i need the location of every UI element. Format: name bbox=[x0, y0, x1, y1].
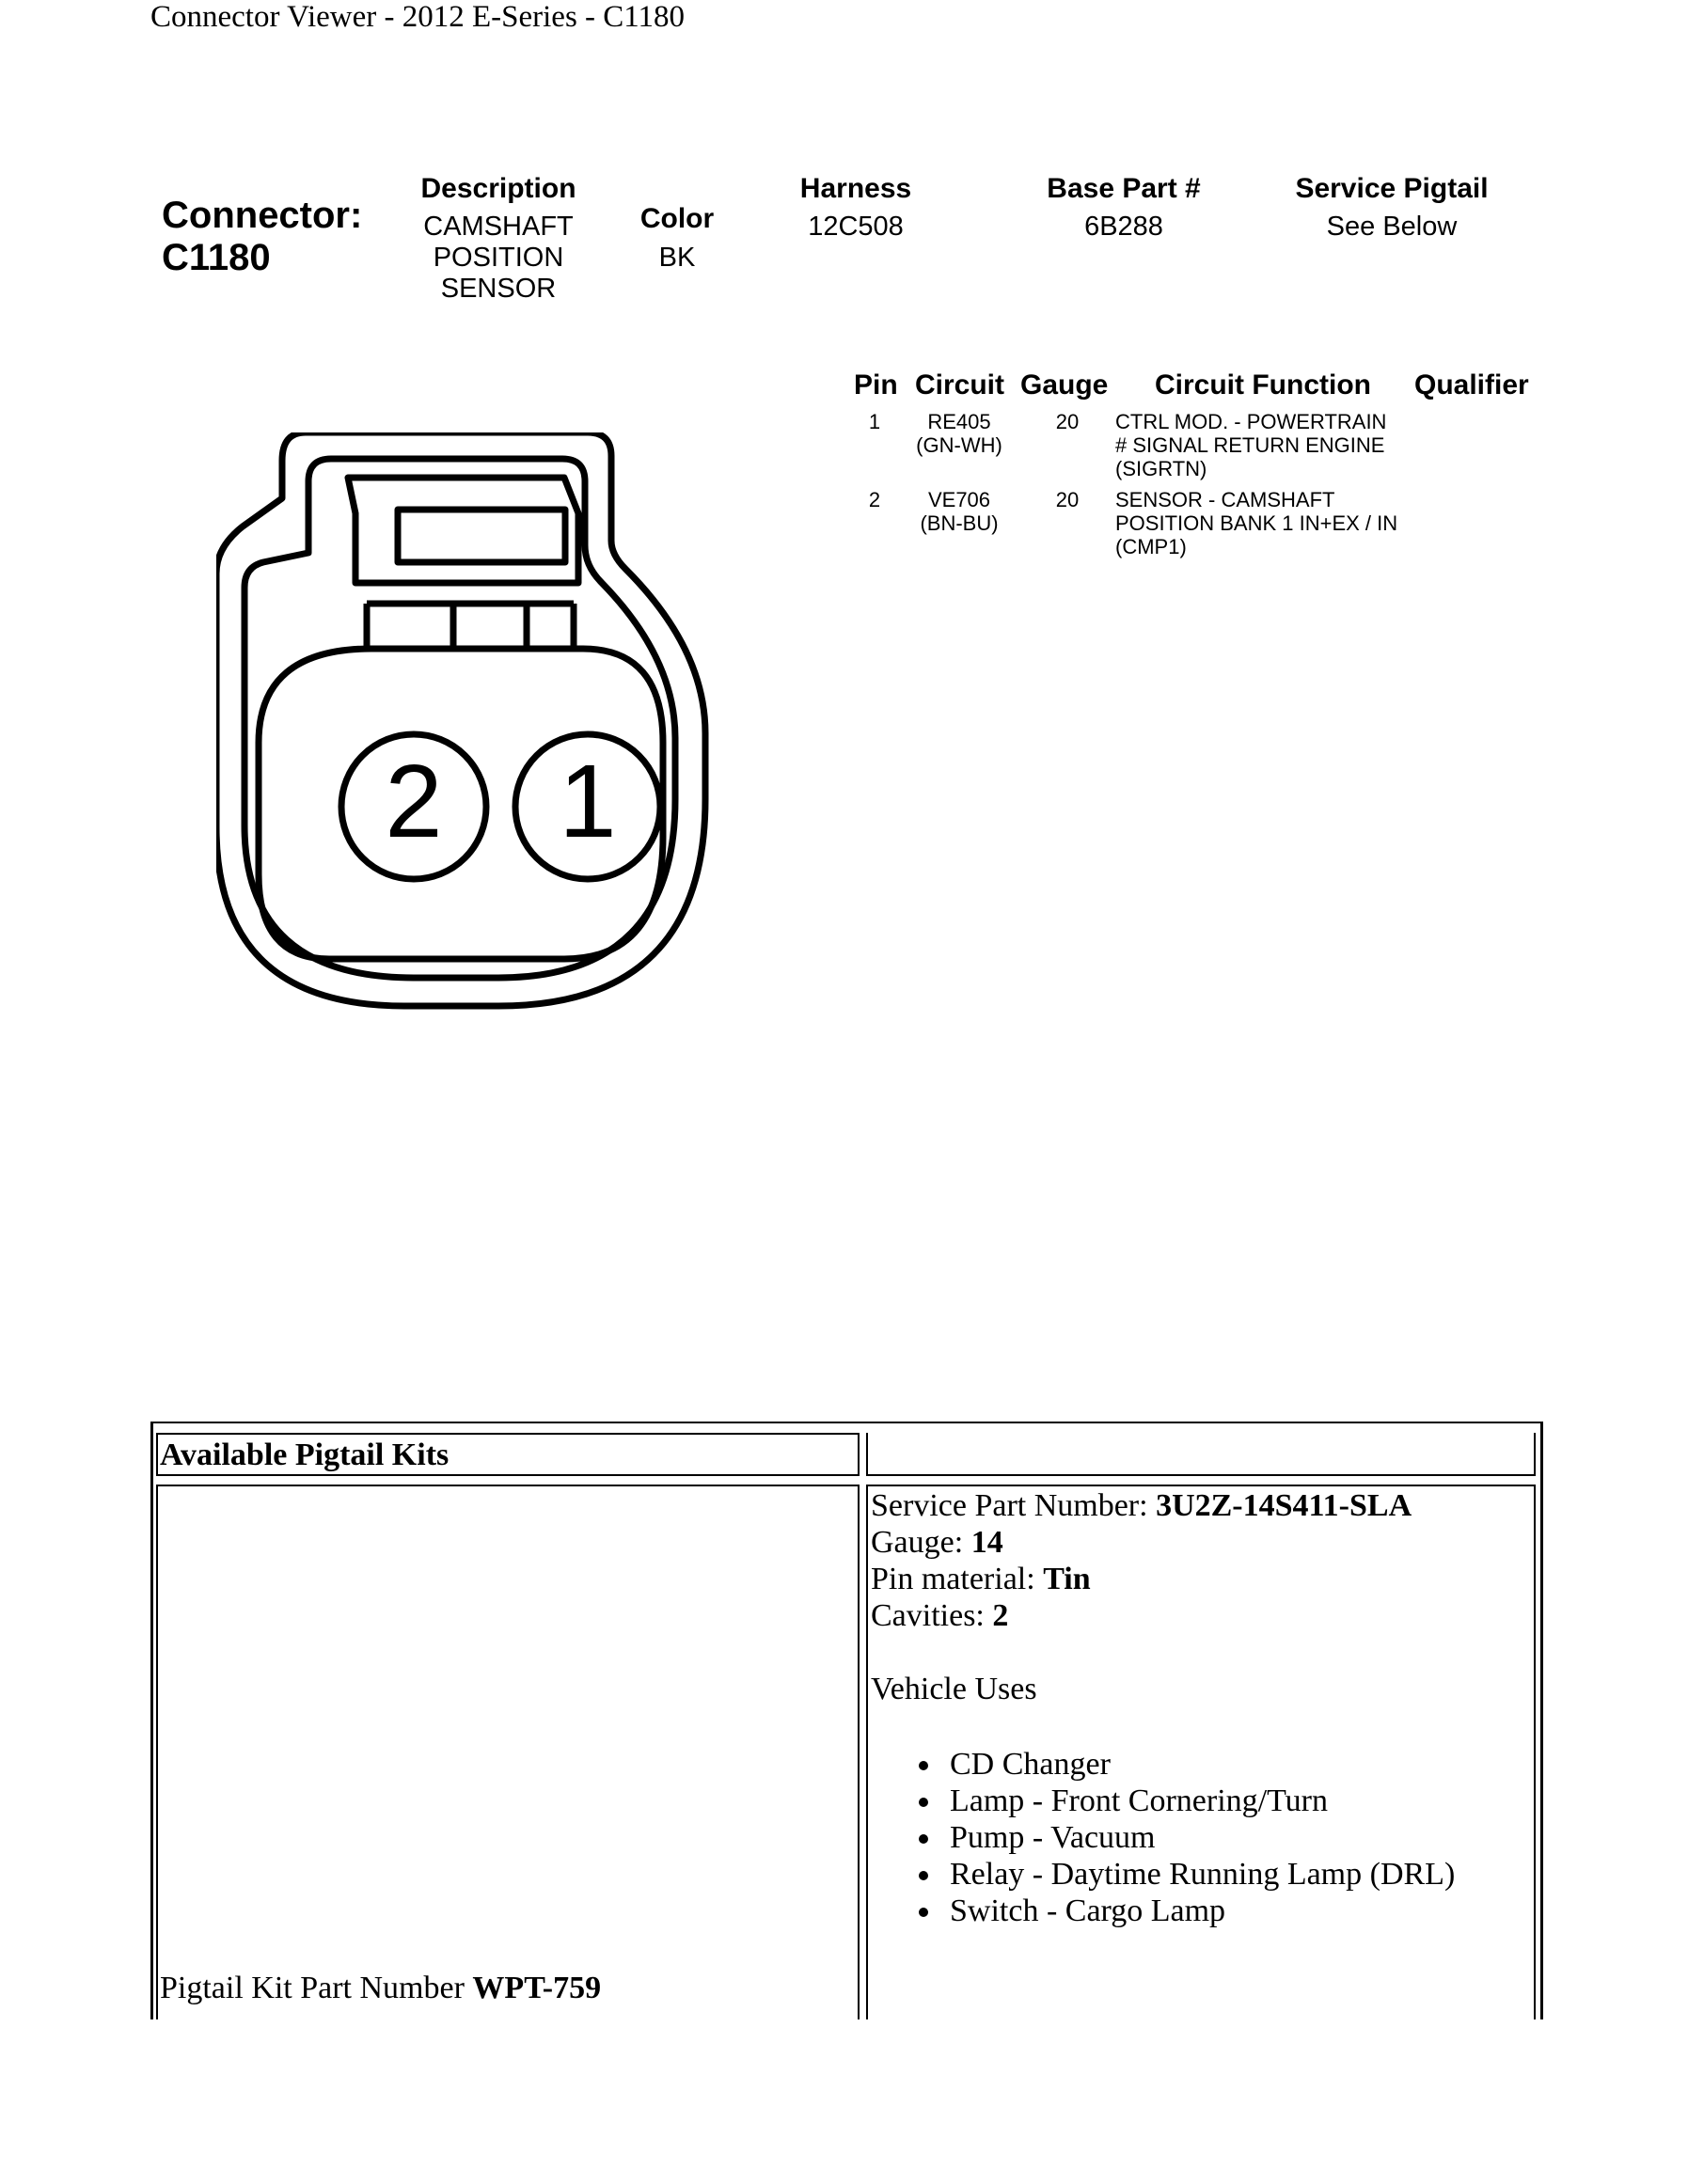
description-line: POSITION bbox=[433, 243, 564, 273]
cavities-label: Cavities: bbox=[871, 1598, 993, 1633]
service-part-label: Service Part Number: bbox=[871, 1488, 1157, 1523]
vehicle-uses-title: Vehicle Uses bbox=[871, 1672, 1037, 1706]
gauge-cell: 20 bbox=[1055, 488, 1080, 511]
gauge-value: 14 bbox=[970, 1525, 1003, 1560]
circuit-cell bbox=[903, 410, 1016, 457]
pin-material bbox=[871, 1561, 1412, 1597]
circuit-id: RE405 bbox=[927, 410, 991, 433]
circuit-function-cell bbox=[1115, 410, 1386, 480]
function-line: (SIGRTN) bbox=[1115, 457, 1207, 480]
header-cell-border bbox=[866, 1474, 1536, 1476]
vehicle-uses-list bbox=[903, 1746, 1455, 1929]
circuit-cell bbox=[903, 488, 1016, 535]
color-value: BK bbox=[658, 243, 696, 273]
list-item: Switch - Cargo Lamp bbox=[903, 1893, 1455, 1929]
qualifier-header: Qualifier bbox=[1414, 369, 1529, 401]
service-pigtail-value: See Below bbox=[1326, 212, 1458, 242]
body-cell-border bbox=[156, 1485, 860, 1486]
circuit-function-header: Circuit Function bbox=[1155, 369, 1371, 401]
service-part-value: 3U2Z-14S411-SLA bbox=[1156, 1488, 1412, 1523]
pigtail-kit-part-number bbox=[160, 1970, 601, 2006]
latch-outline bbox=[348, 478, 578, 583]
cavities-value: 2 bbox=[992, 1598, 1009, 1633]
pin-number: 2 bbox=[868, 488, 881, 511]
header-cell-border bbox=[858, 1433, 860, 1476]
list-item: Pump - Vacuum bbox=[903, 1819, 1455, 1856]
base-part-value: 6B288 bbox=[1084, 212, 1163, 242]
body-cell-border bbox=[858, 1485, 860, 2019]
body-cell-border bbox=[156, 1485, 158, 2019]
body-cell-border bbox=[866, 1485, 868, 2019]
description-line: SENSOR bbox=[440, 274, 557, 304]
header-cell-border bbox=[156, 1433, 158, 1476]
function-line: POSITION BANK 1 IN+EX / IN bbox=[1115, 511, 1398, 535]
service-part-number bbox=[871, 1487, 1412, 1524]
gauge-cell: 20 bbox=[1055, 410, 1080, 433]
header-cell-border bbox=[156, 1433, 860, 1435]
cavities bbox=[871, 1597, 1412, 1634]
table-border-right bbox=[1540, 1422, 1543, 2019]
gauge-label: Gauge: bbox=[871, 1525, 971, 1560]
table-border-top bbox=[150, 1422, 1543, 1423]
pigtail-kits-table bbox=[150, 1422, 1543, 2019]
body-cell-border bbox=[1534, 1485, 1536, 2019]
connector-face-drawing bbox=[216, 432, 799, 1015]
function-line: # SIGNAL RETURN ENGINE bbox=[1115, 433, 1385, 457]
table-border-left bbox=[150, 1422, 153, 2019]
cavity-1-label: 1 bbox=[559, 744, 617, 859]
list-item: CD Changer bbox=[903, 1746, 1455, 1783]
connector-label: Connector: bbox=[162, 195, 363, 236]
circuit-function-cell bbox=[1115, 488, 1397, 558]
description-value bbox=[404, 212, 592, 305]
pigtail-section-title: Available Pigtail Kits bbox=[160, 1438, 450, 1472]
harness-value: 12C508 bbox=[808, 212, 904, 242]
header-cell-border bbox=[156, 1474, 860, 1476]
function-line: SENSOR - CAMSHAFT bbox=[1115, 488, 1335, 511]
pin-material-label: Pin material: bbox=[871, 1562, 1044, 1596]
pin-number: 1 bbox=[868, 410, 881, 433]
circuit-header: Circuit bbox=[915, 369, 1005, 401]
cavity-2-label: 2 bbox=[385, 744, 443, 859]
description-line: CAMSHAFT bbox=[423, 212, 574, 242]
pin-material-value: Tin bbox=[1043, 1562, 1091, 1596]
base-part-header: Base Part # bbox=[1047, 173, 1201, 204]
list-item: Lamp - Front Cornering/Turn bbox=[903, 1783, 1455, 1819]
pigtail-details bbox=[871, 1487, 1412, 1634]
body-cell-border bbox=[866, 1485, 1536, 1486]
page-title: Connector Viewer - 2012 E-Series - C1180 bbox=[150, 0, 686, 34]
circuit-color: (BN-BU) bbox=[920, 511, 999, 535]
service-pigtail-header: Service Pigtail bbox=[1295, 173, 1489, 204]
color-header: Color bbox=[639, 203, 715, 234]
kit-part-label: Pigtail Kit Part Number bbox=[160, 1971, 473, 2005]
list-item: Relay - Daytime Running Lamp (DRL) bbox=[903, 1856, 1455, 1893]
latch-window bbox=[398, 510, 565, 562]
harness-header: Harness bbox=[799, 173, 912, 204]
circuit-id: VE706 bbox=[927, 488, 991, 511]
circuit-color: (GN-WH) bbox=[916, 433, 1002, 457]
kit-part-value: WPT-759 bbox=[472, 1971, 602, 2005]
connector-id: C1180 bbox=[162, 237, 271, 278]
function-line: CTRL MOD. - POWERTRAIN bbox=[1115, 410, 1387, 433]
header-cell-border bbox=[1534, 1433, 1536, 1476]
pin-header: Pin bbox=[854, 369, 898, 401]
pigtail-gauge bbox=[871, 1524, 1412, 1561]
gauge-header: Gauge bbox=[1020, 369, 1109, 401]
description-header: Description bbox=[420, 173, 576, 204]
function-line: (CMP1) bbox=[1115, 535, 1187, 558]
header-cell-border bbox=[866, 1433, 868, 1476]
housing-outer-outline bbox=[216, 432, 705, 1006]
